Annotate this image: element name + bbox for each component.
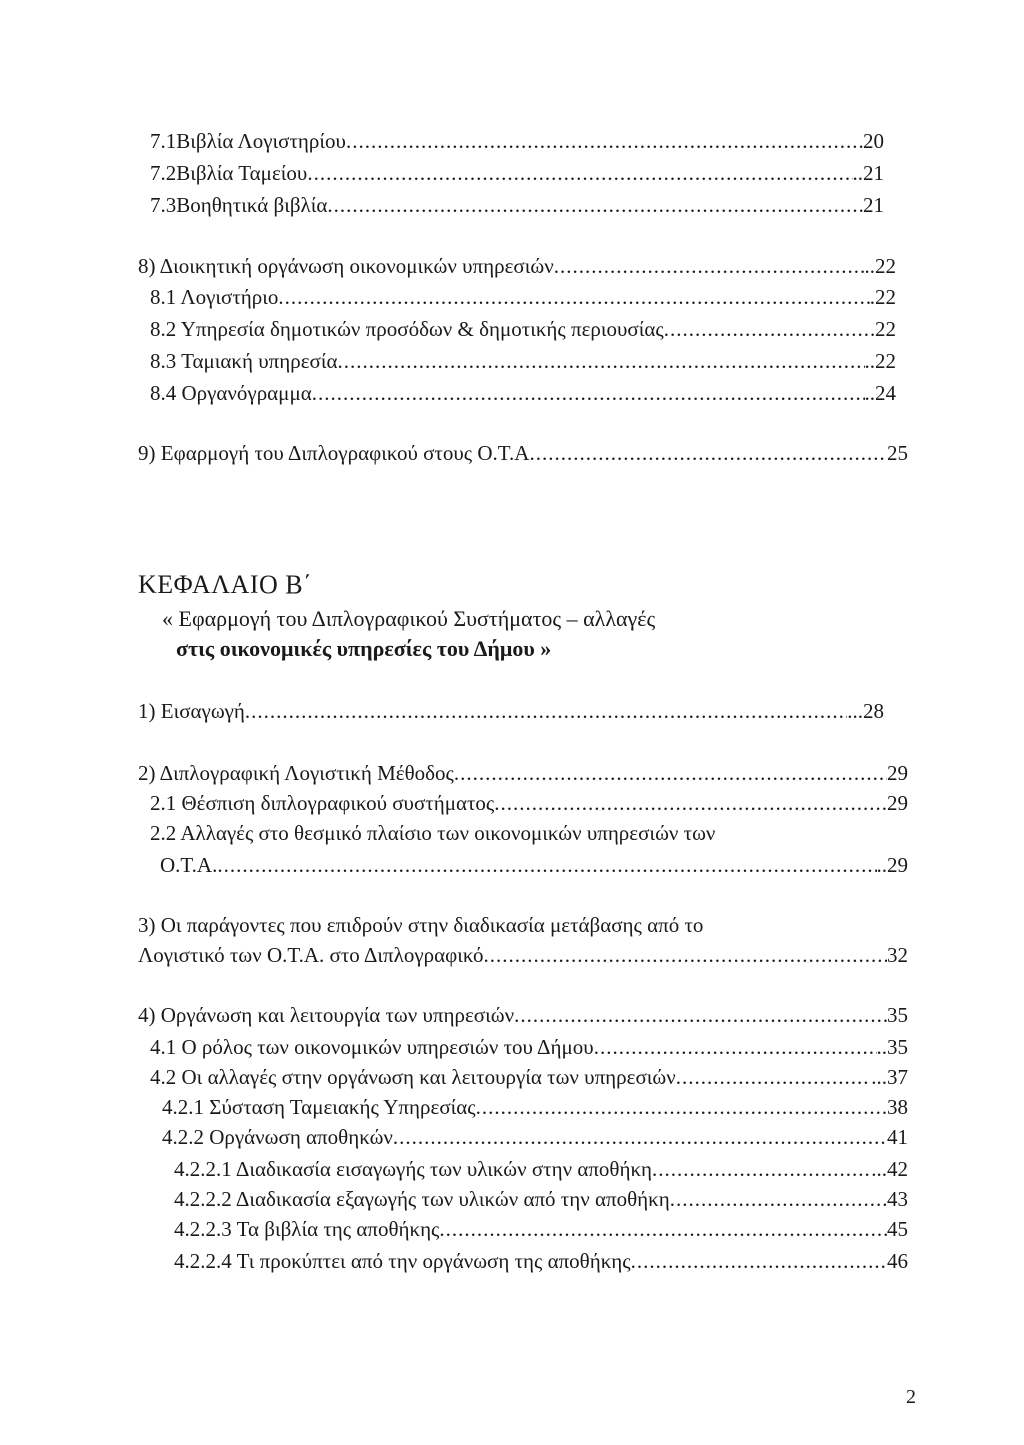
toc-leader-dots: [476, 1094, 887, 1120]
toc-entry-page: ...37: [871, 1065, 908, 1089]
toc-entry: [138, 440, 908, 466]
toc-leader-dots: [514, 1002, 887, 1028]
toc-entry-page: ..35: [876, 1035, 908, 1059]
chapter-subtitle-line2: στις οικονομικές υπηρεσίες του Δήμου »: [176, 636, 552, 661]
toc-entry-title: 2) Διπλογραφική Λογιστική Μέθοδος: [138, 761, 454, 785]
toc-leader-dots: [393, 1124, 887, 1150]
toc-entry: [150, 192, 884, 218]
toc-entry: [150, 284, 896, 310]
toc-entry: [160, 852, 908, 878]
page-number: 2: [906, 1386, 916, 1408]
toc-entry-page: .22: [869, 285, 896, 309]
toc-entry-title: 2.1 Θέσπιση διπλογραφικού συστήματος: [150, 791, 495, 815]
toc-leader-dots: [307, 160, 852, 186]
toc-leader-dots: [346, 128, 863, 154]
chapter-subtitle-line1: « Εφαρμογή του Διπλογραφικού Συστήματος – αλλαγές: [162, 606, 656, 631]
toc-leader-dots: [278, 284, 869, 310]
toc-entry-title: 8) Διοικητική οργάνωση οικονομικών υπηρεσιών: [138, 254, 554, 278]
toc-entry-page: ..22: [864, 349, 896, 373]
toc-entry-title: 4.2.2.2 Διαδικασία εξαγωγής των υλικών από την αποθήκη: [174, 1187, 670, 1211]
toc-entry-page: 46: [887, 1249, 908, 1273]
toc-leader-dots: [454, 760, 887, 786]
toc-entry: [174, 1216, 908, 1242]
toc-entry-page: ...28: [847, 699, 884, 723]
toc-entry-title-wrapped: 2.2 Αλλαγές στο θεσμικό πλαίσιο των οικονομικών υπηρεσιών των: [150, 821, 716, 845]
toc-leader-dots: [312, 380, 865, 406]
toc-entry-title: 7.3Βοηθητικά βιβλία: [150, 193, 328, 217]
toc-entry-title: 8.2 Υπηρεσία δημοτικών προσόδων & δημοτικής περιουσίας: [150, 317, 664, 341]
toc-entry: [138, 760, 908, 786]
toc-leader-dots: [676, 1064, 872, 1090]
toc-entry-page: ..21: [852, 161, 884, 185]
toc-entry-page: 45: [887, 1217, 908, 1241]
toc-leader-dots: [529, 440, 887, 466]
toc-entry: [138, 253, 896, 279]
toc-entry: [174, 1186, 908, 1212]
toc-entry: [150, 1034, 908, 1060]
toc-leader-dots: [652, 1156, 871, 1182]
toc-entry-page: ..29: [876, 853, 908, 877]
toc-entry-page: 20: [863, 129, 884, 153]
toc-entry-title: Λογιστικό των Ο.Τ.Α. στο Διπλογραφικό: [138, 943, 484, 967]
toc-leader-dots: [494, 790, 887, 816]
toc-leader-dots: [594, 1034, 877, 1060]
toc-leader-dots: [664, 316, 875, 342]
toc-entry-title-wrapped: 3) Οι παράγοντες που επιδρούν στην διαδικασία μετάβασης από το: [138, 913, 704, 937]
toc-entry: [174, 1248, 908, 1274]
toc-leader-dots: [327, 192, 863, 218]
toc-leader-dots: [217, 852, 876, 878]
toc-entry: [150, 160, 884, 186]
toc-entry-page: 43: [887, 1187, 908, 1211]
toc-leader-dots: [484, 942, 888, 968]
toc-entry-page: 32: [887, 943, 908, 967]
toc-entry-page: 41: [887, 1125, 908, 1149]
toc-leader-dots: [439, 1216, 887, 1242]
toc-entry-title: 4.2.2.1 Διαδικασία εισαγωγής των υλικών στην αποθήκη: [174, 1157, 653, 1181]
toc-leader-dots: [554, 253, 865, 279]
toc-entry: [138, 698, 884, 724]
toc-entry: [150, 128, 884, 154]
toc-entry-title: 7.1Βιβλία Λογιστηρίου: [150, 129, 346, 153]
toc-entry: [162, 1094, 908, 1120]
toc-entry: [150, 1064, 908, 1090]
toc-entry: [162, 1124, 908, 1150]
toc-entry-title: 4.2.2.4 Τι προκύπτει από την οργάνωση της αποθήκης: [174, 1249, 631, 1273]
toc-leader-dots: [631, 1248, 887, 1274]
toc-entry: [150, 790, 908, 816]
toc-entry-title: 4.2.1 Σύσταση Ταμειακής Υπηρεσίας: [162, 1095, 476, 1119]
toc-entry: [174, 1156, 908, 1182]
toc-entry-page: ..24: [864, 381, 896, 405]
toc-entry-title: 1) Εισαγωγή: [138, 699, 245, 723]
toc-entry-title: 4) Οργάνωση και λειτουργία των υπηρεσιών: [138, 1003, 515, 1027]
toc-entry-page: 29: [887, 761, 908, 785]
toc-leader-dots: [670, 1186, 887, 1212]
toc-leader-dots: [245, 698, 847, 724]
toc-entry-title: 4.2 Οι αλλαγές στην οργάνωση και λειτουργία των υπηρεσιών: [150, 1065, 676, 1089]
toc-entry: [150, 380, 896, 406]
toc-entry-title: Ο.Τ.Α.: [160, 853, 218, 877]
toc-entry-page: 21: [863, 193, 884, 217]
toc-entry-title: 8.3 Ταμιακή υπηρεσία: [150, 349, 338, 373]
toc-entry-page: 35: [887, 1003, 908, 1027]
toc-entry-title: 4.1 Ο ρόλος των οικονομικών υπηρεσιών του Δήμου: [150, 1035, 594, 1059]
toc-entry-title: 9) Εφαρμογή του Διπλογραφικού στους Ο.Τ.Α: [138, 441, 530, 465]
toc-entry-title: 4.2.2 Οργάνωση αποθηκών: [162, 1125, 393, 1149]
chapter-heading: ΚΕΦΑΛΑΙΟ Β΄: [138, 570, 313, 599]
toc-entry-title: 8.4 Οργανόγραμμα: [150, 381, 312, 405]
toc-entry-page: ...42: [871, 1157, 908, 1181]
toc-entry: [138, 942, 908, 968]
toc-entry-title: 4.2.2.3 Τα βιβλία της αποθήκης: [174, 1217, 440, 1241]
toc-entry-page: 25: [887, 441, 908, 465]
toc-entry-page: 29: [887, 791, 908, 815]
toc-entry-page: ..22: [864, 254, 896, 278]
toc-leader-dots: [337, 348, 864, 374]
toc-entry-page: 22: [875, 317, 896, 341]
toc-entry: [138, 1002, 908, 1028]
toc-entry-title: 8.1 Λογιστήριο: [150, 285, 279, 309]
toc-entry-page: 38: [887, 1095, 908, 1119]
toc-entry: [150, 316, 896, 342]
toc-entry: [150, 348, 896, 374]
toc-entry-title: 7.2Βιβλία Ταμείου: [150, 161, 308, 185]
